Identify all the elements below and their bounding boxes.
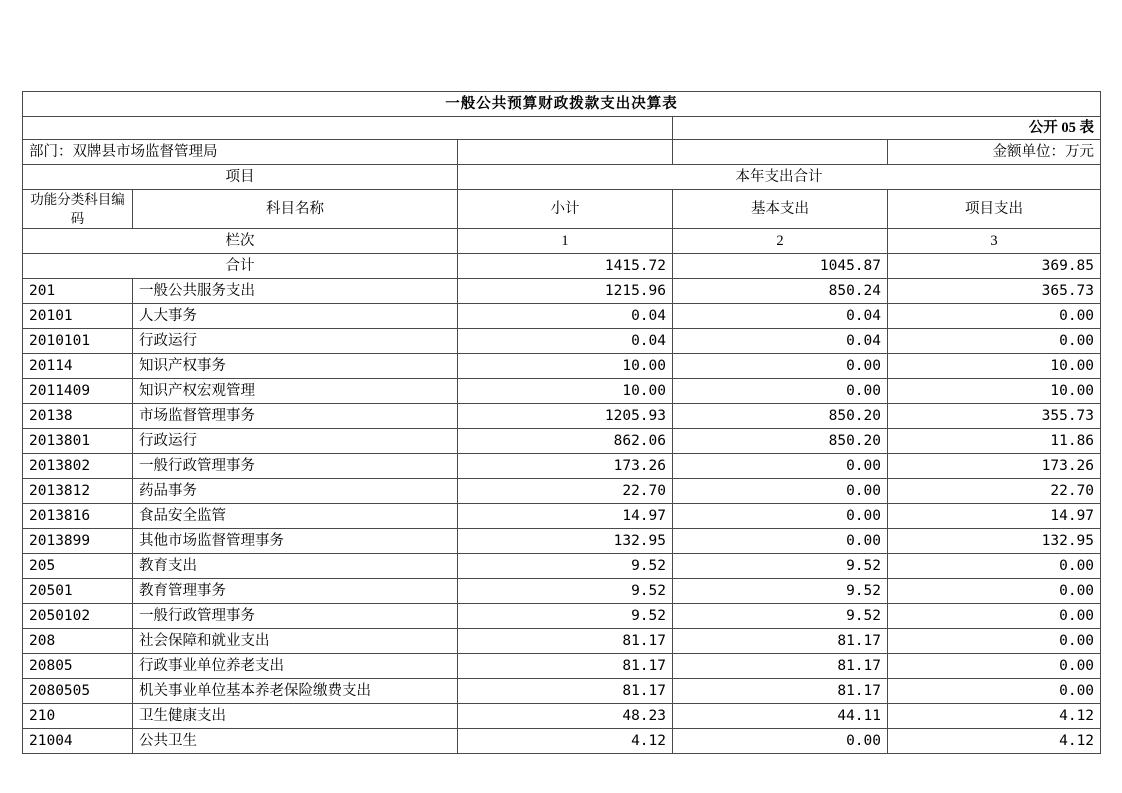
row-subtotal: 1215.96 [458, 279, 673, 304]
table-row [23, 504, 1101, 529]
row-code: 21004 [23, 729, 133, 754]
row-subtotal: 132.95 [458, 529, 673, 554]
row-project: 11.86 [888, 429, 1101, 454]
row-name: 公共卫生 [133, 729, 458, 754]
row-code: 20805 [23, 654, 133, 679]
row-subtotal: 9.52 [458, 554, 673, 579]
column-header-code: 功能分类科目编码 [23, 190, 133, 229]
table-row [23, 479, 1101, 504]
row-subtotal: 81.17 [458, 654, 673, 679]
row-basic: 0.00 [673, 354, 888, 379]
row-name: 药品事务 [133, 479, 458, 504]
row-subtotal: 10.00 [458, 379, 673, 404]
row-subtotal: 173.26 [458, 454, 673, 479]
row-code: 2050102 [23, 604, 133, 629]
row-subtotal: 81.17 [458, 629, 673, 654]
row-code: 20501 [23, 579, 133, 604]
table-row [23, 304, 1101, 329]
row-name: 机关事业单位基本养老保险缴费支出 [133, 679, 458, 704]
row-basic: 0.00 [673, 729, 888, 754]
column-header-subject-name: 科目名称 [133, 190, 458, 229]
row-subtotal: 81.17 [458, 679, 673, 704]
total-row-label: 合计 [23, 254, 458, 279]
column-index-2: 2 [673, 229, 888, 254]
row-basic: 0.00 [673, 379, 888, 404]
table-row [23, 354, 1101, 379]
total-row-subtotal: 1415.72 [458, 254, 673, 279]
row-name: 社会保障和就业支出 [133, 629, 458, 654]
row-basic: 0.00 [673, 504, 888, 529]
total-row-project: 369.85 [888, 254, 1101, 279]
row-subtotal: 1205.93 [458, 404, 673, 429]
row-code: 20114 [23, 354, 133, 379]
table-row [23, 404, 1101, 429]
row-name: 一般公共服务支出 [133, 279, 458, 304]
row-code: 2080505 [23, 679, 133, 704]
row-subtotal: 22.70 [458, 479, 673, 504]
table-row [23, 679, 1101, 704]
department-row [23, 140, 1101, 165]
row-basic: 81.17 [673, 629, 888, 654]
table-row [23, 379, 1101, 404]
row-subtotal: 9.52 [458, 604, 673, 629]
row-project: 0.00 [888, 629, 1101, 654]
row-project: 0.00 [888, 654, 1101, 679]
row-subtotal: 4.12 [458, 729, 673, 754]
row-project: 10.00 [888, 354, 1101, 379]
row-project: 0.00 [888, 604, 1101, 629]
row-name: 行政运行 [133, 329, 458, 354]
row-code: 210 [23, 704, 133, 729]
row-project: 173.26 [888, 454, 1101, 479]
row-basic: 850.24 [673, 279, 888, 304]
spacer-cell-3 [673, 140, 888, 165]
row-code: 2013812 [23, 479, 133, 504]
row-subtotal: 48.23 [458, 704, 673, 729]
row-code: 201 [23, 279, 133, 304]
row-basic: 0.04 [673, 329, 888, 354]
department-label: 部门：双牌县市场监督管理局 [23, 140, 458, 165]
table-row [23, 579, 1101, 604]
row-project: 0.00 [888, 579, 1101, 604]
form-number-row [23, 117, 1101, 140]
row-project: 0.00 [888, 679, 1101, 704]
row-project: 355.73 [888, 404, 1101, 429]
row-project: 10.00 [888, 379, 1101, 404]
table-row [23, 729, 1101, 754]
row-project: 4.12 [888, 704, 1101, 729]
row-basic: 81.17 [673, 654, 888, 679]
row-name: 行政运行 [133, 429, 458, 454]
row-basic: 81.17 [673, 679, 888, 704]
row-name: 一般行政管理事务 [133, 454, 458, 479]
amount-unit-label: 金额单位：万元 [888, 140, 1101, 165]
column-header-subtotal: 小计 [458, 190, 673, 229]
column-index-label: 栏次 [23, 229, 458, 254]
column-index-1: 1 [458, 229, 673, 254]
row-project: 0.00 [888, 304, 1101, 329]
total-row-basic: 1045.87 [673, 254, 888, 279]
row-basic: 0.00 [673, 454, 888, 479]
spacer-cell [23, 117, 673, 140]
row-name: 一般行政管理事务 [133, 604, 458, 629]
title-row [23, 92, 1101, 117]
row-name: 市场监督管理事务 [133, 404, 458, 429]
row-code: 208 [23, 629, 133, 654]
row-code: 2013899 [23, 529, 133, 554]
table-row [23, 604, 1101, 629]
group-header-row [23, 165, 1101, 190]
row-code: 20101 [23, 304, 133, 329]
row-name: 食品安全监管 [133, 504, 458, 529]
row-basic: 0.04 [673, 304, 888, 329]
row-subtotal: 0.04 [458, 304, 673, 329]
budget-expenditure-table [22, 91, 1101, 754]
form-number: 公开 05 表 [673, 117, 1101, 140]
table-row [23, 329, 1101, 354]
table-row [23, 454, 1101, 479]
row-subtotal: 9.52 [458, 579, 673, 604]
column-header-project-expense: 项目支出 [888, 190, 1101, 229]
column-index-row [23, 229, 1101, 254]
table-row [23, 279, 1101, 304]
total-row [23, 254, 1101, 279]
row-name: 人大事务 [133, 304, 458, 329]
row-code: 2010101 [23, 329, 133, 354]
row-subtotal: 10.00 [458, 354, 673, 379]
column-header-basic: 基本支出 [673, 190, 888, 229]
row-subtotal: 0.04 [458, 329, 673, 354]
table-row [23, 629, 1101, 654]
row-code: 20138 [23, 404, 133, 429]
row-basic: 0.00 [673, 479, 888, 504]
row-subtotal: 14.97 [458, 504, 673, 529]
column-header-row [23, 190, 1101, 229]
spacer-cell-2 [458, 140, 673, 165]
row-name: 知识产权事务 [133, 354, 458, 379]
row-name: 卫生健康支出 [133, 704, 458, 729]
row-code: 2013816 [23, 504, 133, 529]
row-basic: 850.20 [673, 429, 888, 454]
row-basic: 0.00 [673, 529, 888, 554]
group-header-project: 项目 [23, 165, 458, 190]
table-row [23, 704, 1101, 729]
row-project: 0.00 [888, 329, 1101, 354]
row-basic: 9.52 [673, 579, 888, 604]
page-title: 一般公共预算财政拨款支出决算表 [23, 92, 1101, 117]
row-code: 205 [23, 554, 133, 579]
row-project: 4.12 [888, 729, 1101, 754]
row-name: 教育支出 [133, 554, 458, 579]
row-project: 14.97 [888, 504, 1101, 529]
row-code: 2013802 [23, 454, 133, 479]
row-name: 教育管理事务 [133, 579, 458, 604]
column-index-3: 3 [888, 229, 1101, 254]
row-code: 2011409 [23, 379, 133, 404]
row-name: 行政事业单位养老支出 [133, 654, 458, 679]
row-code: 2013801 [23, 429, 133, 454]
table-row [23, 554, 1101, 579]
row-project: 365.73 [888, 279, 1101, 304]
row-basic: 44.11 [673, 704, 888, 729]
row-name: 其他市场监督管理事务 [133, 529, 458, 554]
row-basic: 850.20 [673, 404, 888, 429]
table-row [23, 529, 1101, 554]
row-name: 知识产权宏观管理 [133, 379, 458, 404]
table-row [23, 654, 1101, 679]
row-subtotal: 862.06 [458, 429, 673, 454]
row-project: 132.95 [888, 529, 1101, 554]
table-row [23, 429, 1101, 454]
row-basic: 9.52 [673, 554, 888, 579]
row-basic: 9.52 [673, 604, 888, 629]
group-header-year-total: 本年支出合计 [458, 165, 1101, 190]
row-project: 0.00 [888, 554, 1101, 579]
row-project: 22.70 [888, 479, 1101, 504]
